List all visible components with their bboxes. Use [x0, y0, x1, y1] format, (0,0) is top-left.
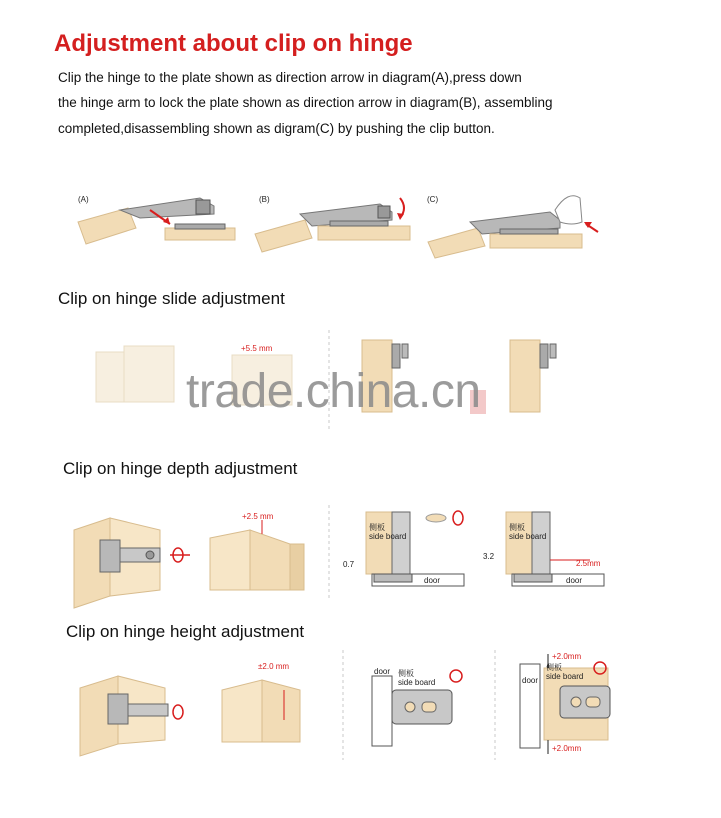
- step-label-a: (A): [78, 195, 89, 204]
- height-door-1: door: [374, 667, 391, 676]
- depth-side-cn-2: 侧板: [509, 523, 525, 532]
- intro-line-1: Clip the hinge to the plate shown as direction arrow in diagram(A),press down: [58, 70, 522, 85]
- depth-left-val: 0.7: [343, 560, 355, 569]
- step-label-c: (C): [427, 195, 439, 204]
- slide-heading: Clip on hinge slide adjustment: [58, 289, 285, 308]
- depth-door-1: door: [424, 576, 441, 585]
- height-side-cn-1: 侧板: [398, 669, 414, 678]
- height-side-cn-2: 侧板: [546, 663, 562, 672]
- height-dim: ±2.0 mm: [258, 662, 290, 671]
- height-side-en-1: side board: [398, 678, 436, 687]
- height-bottom-dim: +2.0mm: [552, 744, 582, 753]
- depth-side-en-2: side board: [509, 532, 547, 541]
- page-title: Adjustment about clip on hinge: [54, 30, 413, 57]
- height-door-2: door: [522, 676, 539, 685]
- height-diagram-4: [520, 654, 610, 754]
- step-label-b: (B): [259, 195, 270, 204]
- intro-line-3: completed,disassembling shown as digram(C) by pushing the clip button.: [58, 121, 495, 136]
- height-diagram-2: [222, 680, 300, 742]
- depth-right-dim: 2.5mm: [576, 559, 601, 568]
- depth-side-en-1: side board: [369, 532, 407, 541]
- slide-dim: +5.5 mm: [241, 344, 273, 353]
- height-side-en-2: side board: [546, 672, 584, 681]
- depth-heading: Clip on hinge depth adjustment: [63, 459, 298, 478]
- intro-line-2: the hinge arm to lock the plate shown as direction arrow in diagram(B), assembling: [58, 95, 553, 110]
- depth-door-2: door: [566, 576, 583, 585]
- depth-dim: +2.5 mm: [242, 512, 274, 521]
- depth-side-cn-1: 侧板: [369, 523, 385, 532]
- depth-right-val: 3.2: [483, 552, 495, 561]
- watermark: trade.china.cn: [186, 365, 481, 418]
- height-top-dim: +2.0mm: [552, 652, 582, 661]
- height-diagram-1: [80, 676, 183, 756]
- height-heading: Clip on hinge height adjustment: [66, 622, 305, 641]
